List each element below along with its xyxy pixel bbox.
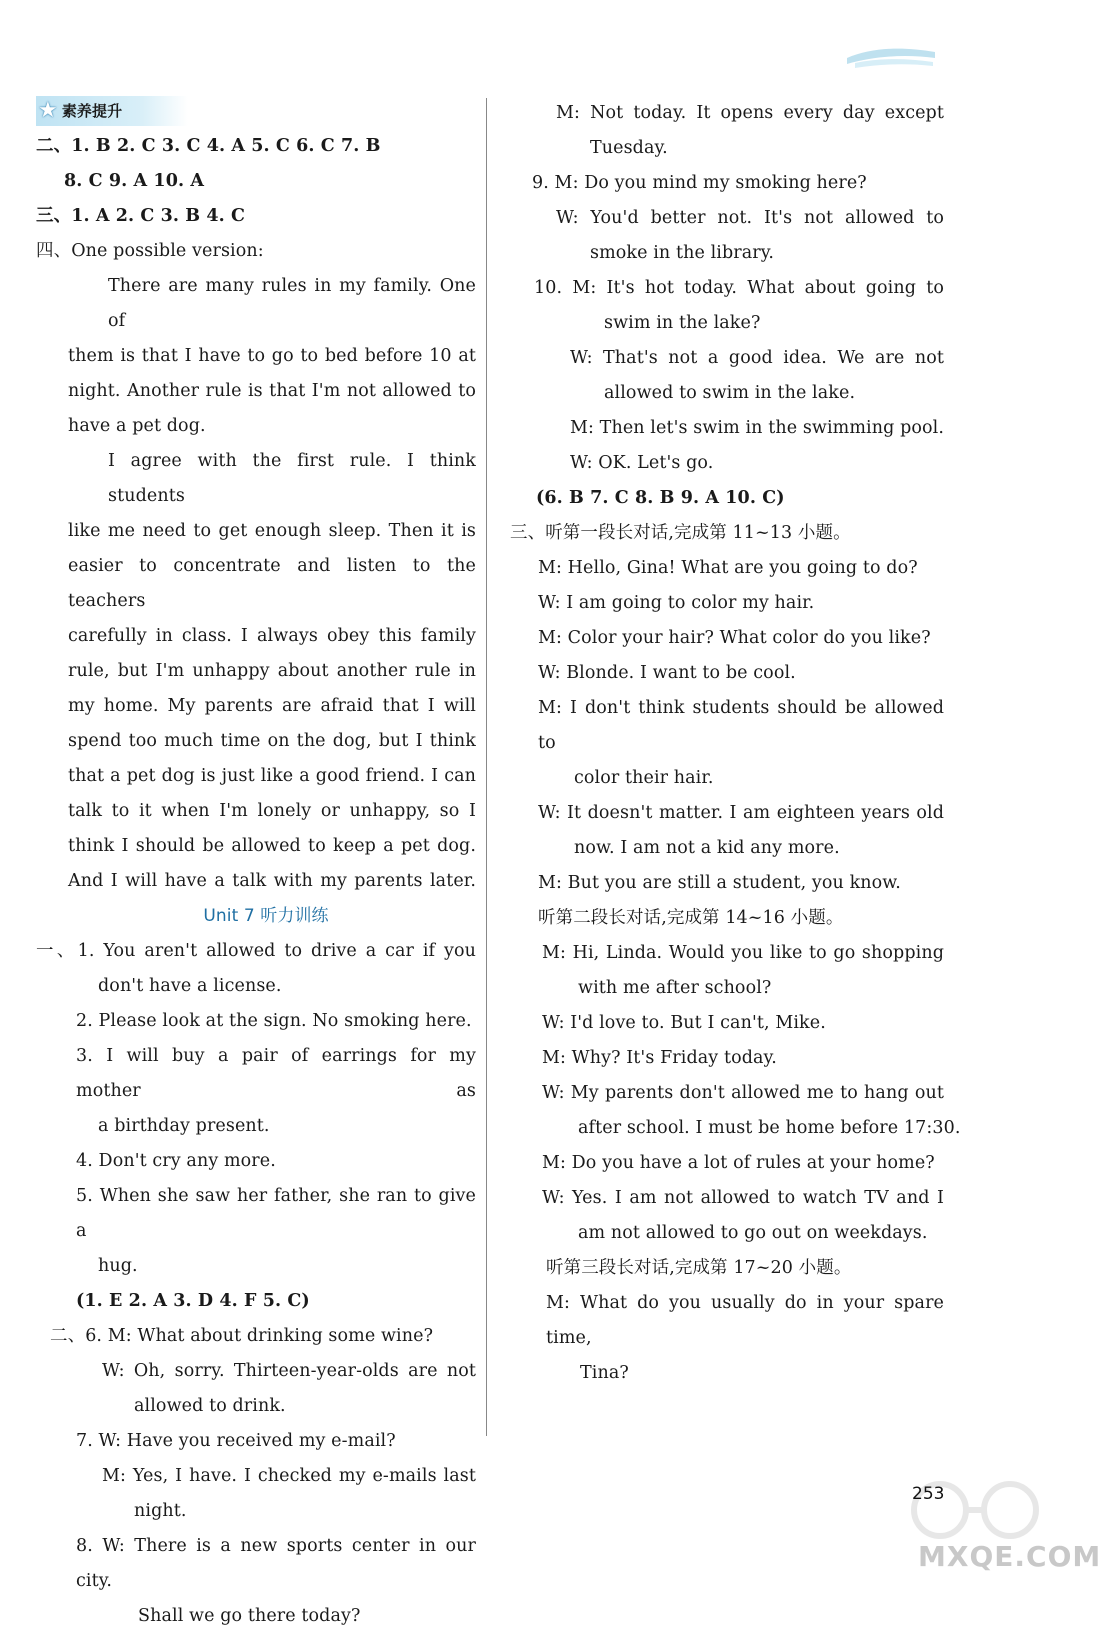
text-line: a birthday present. [98,1116,270,1136]
text-line: allowed to drink. [134,1396,286,1416]
text-line: Shall we go there today? [138,1606,361,1626]
text-line: 7. W: Have you received my e-mail? [76,1431,396,1451]
text-line: 2. Please look at the sign. No smoking here. [76,1011,472,1031]
text-line: them is that I have to go to bed before 10 at [68,346,476,366]
text-line: M: Not today. It opens every day except [556,103,944,123]
text-line: 听第三段长对话,完成第 17~20 小题。 [546,1258,852,1278]
text-line: after school. I must be home before 17:30. [578,1118,961,1138]
text-line: (1. E 2. A 3. D 4. F 5. C) [76,1291,310,1311]
text-line: smoke in the library. [590,243,775,263]
text-line: M: Yes, I have. I checked my e-mails last [102,1466,476,1486]
text-line: 4. Don't cry any more. [76,1151,276,1171]
unit-heading: Unit 7 听力训练 [203,906,329,926]
text-line: night. Another rule is that I'm not allowed to [68,381,476,401]
column-divider [486,98,487,1436]
text-line: W: You'd better not. It's not allowed to [556,208,944,228]
banner-label: 素养提升 [61,101,123,120]
text-line: with me after school? [578,978,772,998]
text-line: 8. C 9. A 10. A [64,171,205,191]
text-line: 二、1. B 2. C 3. C 4. A 5. C 6. C 7. B [36,136,381,156]
section-banner [36,96,188,126]
left-column [36,96,476,1634]
text-line: M: Hello, Gina! What are you going to do? [538,558,918,578]
text-line: 8. W: There is a new sports center in our city. [76,1536,476,1591]
text-line: 三、1. A 2. C 3. B 4. C [36,206,246,226]
text-line: Tuesday. [590,138,668,158]
text-line: There are many rules in my family. One of [108,276,476,331]
text-line: easier to concentrate and listen to the teachers [68,556,476,611]
watermark-text: MXQE.COM [918,1540,1101,1573]
text-line: (6. B 7. C 8. B 9. A 10. C) [536,488,785,508]
text-line: that a pet dog is just like a good friend. I can [68,766,476,786]
text-line: M: Why? It's Friday today. [542,1048,777,1068]
text-line: have a pet dog. [68,416,206,436]
text-line: color their hair. [574,768,714,788]
text-line: M: I don't think students should be allowed to [538,698,944,753]
text-line: And I will have a talk with my parents later. [68,871,476,891]
text-line: talk to it when I'm lonely or unhappy, so I [68,801,476,821]
text-line: Tina? [580,1363,629,1383]
text-line: 三、听第一段长对话,完成第 11~13 小题。 [510,523,851,543]
text-line: W: My parents don't allowed me to hang out [542,1083,944,1103]
text-line: 二、6. M: What about drinking some wine? [50,1326,434,1346]
text-line: W: Yes. I am not allowed to watch TV and I [542,1188,944,1208]
header-decoration [845,44,937,70]
text-line: now. I am not a kid any more. [574,838,840,858]
text-line: I agree with the first rule. I think students [108,451,476,506]
text-line: 10. M: It's hot today. What about going to [534,278,944,298]
text-line: W: It doesn't matter. I am eighteen years old [538,803,944,823]
text-line: night. [134,1501,187,1521]
text-line: 听第二段长对话,完成第 14~16 小题。 [538,908,844,928]
text-line: 一、1. You aren't allowed to drive a car if you [36,941,476,961]
text-line: W: I'd love to. But I can't, Mike. [542,1013,826,1033]
text-line: like me need to get enough sleep. Then it is [68,521,476,541]
text-line: my home. My parents are afraid that I will [68,696,476,716]
right-column [510,96,961,1391]
text-line: M: Color your hair? What color do you like? [538,628,931,648]
page-number: 253 [912,1484,945,1504]
text-line: think I should be allowed to keep a pet dog. [68,836,476,856]
right-answer-text [510,96,961,1391]
text-line: M: Then let's swim in the swimming pool. [570,418,945,438]
text-line: W: I am going to color my hair. [538,593,815,613]
text-line: am not allowed to go out on weekdays. [578,1223,928,1243]
star-icon: ★ [38,98,58,123]
text-line: W: Oh, sorry. Thirteen-year-olds are not [102,1361,476,1381]
text-line: spend too much time on the dog, but I think [68,731,476,751]
text-line: M: But you are still a student, you know. [538,873,901,893]
left-answer-text [36,129,476,1634]
text-line: 3. I will buy a pair of earrings for my mother as [76,1046,476,1101]
text-line: W: Blonde. I want to be cool. [538,663,796,683]
text-line: allowed to swim in the lake. [604,383,856,403]
text-line: M: Hi, Linda. Would you like to go shopping [542,943,944,963]
text-line: M: Do you have a lot of rules at your home? [542,1153,935,1173]
text-line: 9. M: Do you mind my smoking here? [532,173,867,193]
text-line: don't have a license. [98,976,282,996]
text-line: M: What do you usually do in your spare time, [546,1293,944,1348]
text-line: swim in the lake? [604,313,761,333]
text-line: 5. When she saw her father, she ran to give a [76,1186,476,1241]
text-line: carefully in class. I always obey this family [68,626,476,646]
text-line: 四、One possible version: [36,241,264,261]
text-line: W: OK. Let's go. [570,453,714,473]
text-line: W: That's not a good idea. We are not [570,348,944,368]
text-line: rule, but I'm unhappy about another rule in [68,661,476,681]
text-line: hug. [98,1256,138,1276]
